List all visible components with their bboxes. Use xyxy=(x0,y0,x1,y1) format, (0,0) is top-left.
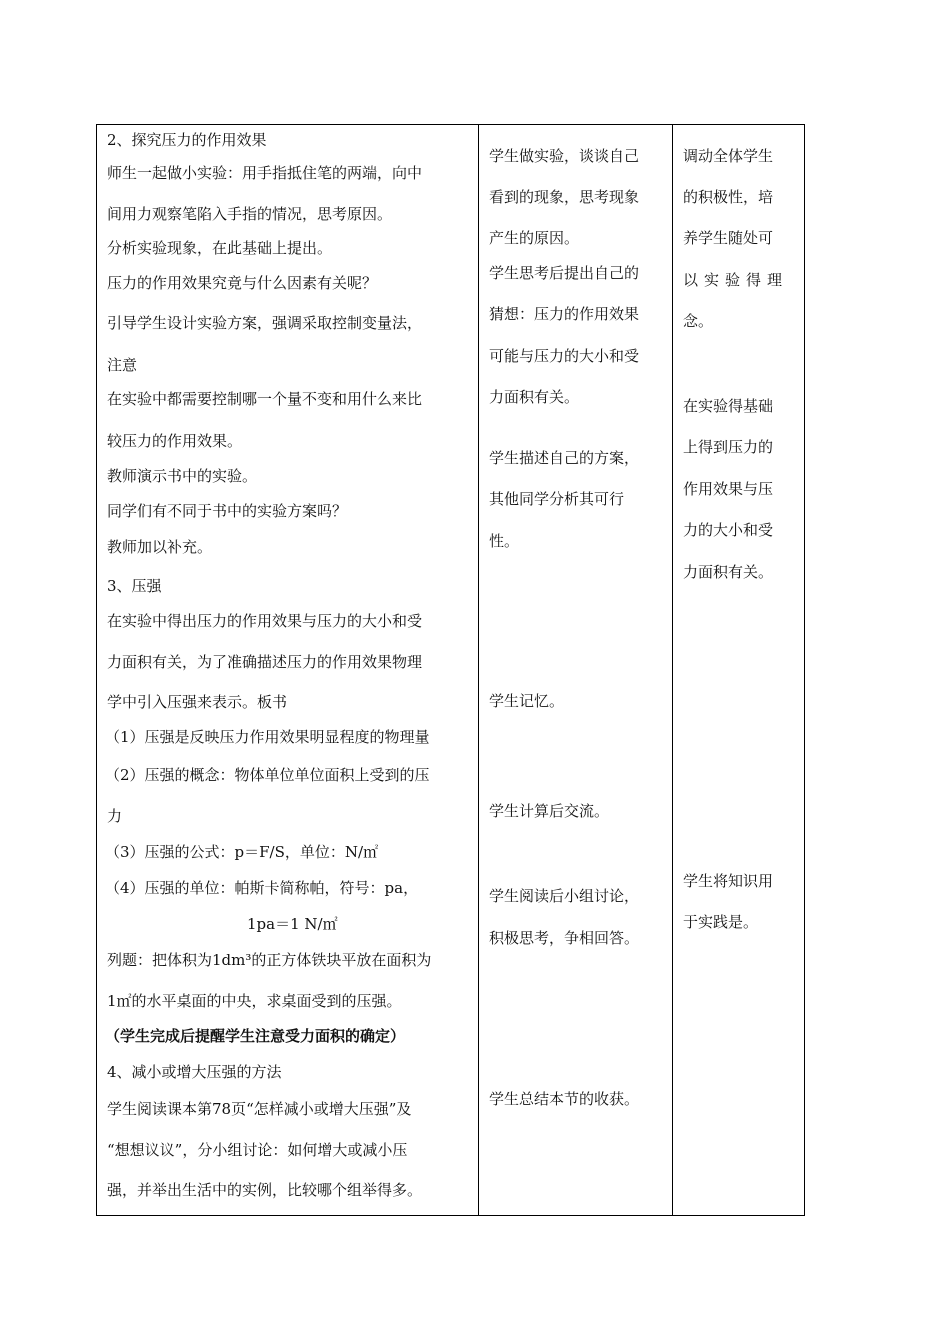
content-line: 师生一起做小实验：用手指抵住笔的两端，向中 xyxy=(107,164,423,182)
column-divider xyxy=(672,125,673,1215)
activity-line: 学生总结本节的收获。 xyxy=(489,1090,640,1108)
activity-line: 学生描述自己的方案， xyxy=(489,449,640,467)
activity-line: 学生记忆。 xyxy=(489,692,565,710)
intent-line: 力的大小和受 xyxy=(683,521,774,539)
activity-line: 可能与压力的大小和受 xyxy=(489,347,640,365)
content-line: 教师加以补充。 xyxy=(107,538,213,556)
intent-line: 学生将知识用 xyxy=(683,872,774,890)
content-line: 学中引入压强来表示。板书 xyxy=(107,693,288,711)
content-line: （1）压强是反映压力作用效果明显程度的物理量 xyxy=(105,728,430,746)
content-line: 教师演示书中的实验。 xyxy=(107,467,258,485)
section-heading: 3、压强 xyxy=(107,577,162,595)
content-line: 间用力观察笔陷入手指的情况，思考原因。 xyxy=(107,205,393,223)
intent-line: 于实践是。 xyxy=(683,913,759,931)
activity-line: 产生的原因。 xyxy=(489,229,580,247)
intent-line: 养学生随处可 xyxy=(683,229,774,247)
activity-line: 积极思考，争相回答。 xyxy=(489,929,640,947)
section-heading: 4、减小或增大压强的方法 xyxy=(107,1063,282,1081)
content-line: 学生阅读课本第78页“怎样减小或增大压强”及 xyxy=(107,1100,412,1118)
content-line: 强，并举出生活中的实例，比较哪个组举得多。 xyxy=(107,1181,423,1199)
content-line: 在实验中都需要控制哪一个量不变和用什么来比 xyxy=(107,390,423,408)
intent-line: 上得到压力的 xyxy=(683,438,774,456)
column-divider xyxy=(478,125,479,1215)
content-line: 较压力的作用效果。 xyxy=(107,432,243,450)
activity-line: 学生思考后提出自己的 xyxy=(489,264,640,282)
activity-line: 学生阅读后小组讨论， xyxy=(489,887,640,905)
intent-line: 力面积有关。 xyxy=(683,563,774,581)
content-line: 引导学生设计实验方案，强调采取控制变量法， xyxy=(107,314,423,332)
content-line: （4）压强的单位：帕斯卡简称帕，符号：pa， xyxy=(105,879,419,897)
intent-line: 的积极性，培 xyxy=(683,188,774,206)
lesson-plan-table xyxy=(96,124,805,1216)
content-line: 压力的作用效果究竟与什么因素有关呢？ xyxy=(107,274,378,292)
formula-line: 1pa＝1 N/㎡ xyxy=(247,915,338,933)
content-line: 在实验中得出压力的作用效果与压力的大小和受 xyxy=(107,612,423,630)
content-line: “想想议议”，分小组讨论：如何增大或减小压 xyxy=(107,1141,408,1159)
content-line: 同学们有不同于书中的实验方案吗？ xyxy=(107,502,348,520)
content-line: 注意 xyxy=(107,356,138,374)
content-line: 分析实验现象，在此基础上提出。 xyxy=(107,239,333,257)
intent-line: 以实验得理 xyxy=(683,271,789,289)
intent-line: 作用效果与压 xyxy=(683,480,774,498)
activity-line: 学生做实验，谈谈自己 xyxy=(489,147,640,165)
intent-line: 在实验得基础 xyxy=(683,397,774,415)
content-line: 力 xyxy=(107,807,123,825)
intent-line: 调动全体学生 xyxy=(683,147,774,165)
note-line: （学生完成后提醒学生注意受力面积的确定） xyxy=(105,1027,406,1045)
content-line: （2）压强的概念：物体单位单位面积上受到的压 xyxy=(105,766,430,784)
intent-line: 念。 xyxy=(683,312,714,330)
activity-line: 性。 xyxy=(489,532,520,550)
activity-line: 学生计算后交流。 xyxy=(489,802,610,820)
example-line: 列题：把体积为1dm³的正方体铁块平放在面积为 xyxy=(107,951,432,969)
section-heading: 2、探究压力的作用效果 xyxy=(107,131,267,149)
content-line: 力面积有关，为了准确描述压力的作用效果物理 xyxy=(107,653,423,671)
formula-line: （3）压强的公式：p＝F/S，单位：N/㎡ xyxy=(105,843,379,861)
activity-line: 看到的现象，思考现象 xyxy=(489,188,640,206)
activity-line: 力面积有关。 xyxy=(489,388,580,406)
activity-line: 其他同学分析其可行 xyxy=(489,490,625,508)
example-line: 1㎡的水平桌面的中央，求桌面受到的压强。 xyxy=(107,992,402,1010)
activity-line: 猜想：压力的作用效果 xyxy=(489,305,640,323)
